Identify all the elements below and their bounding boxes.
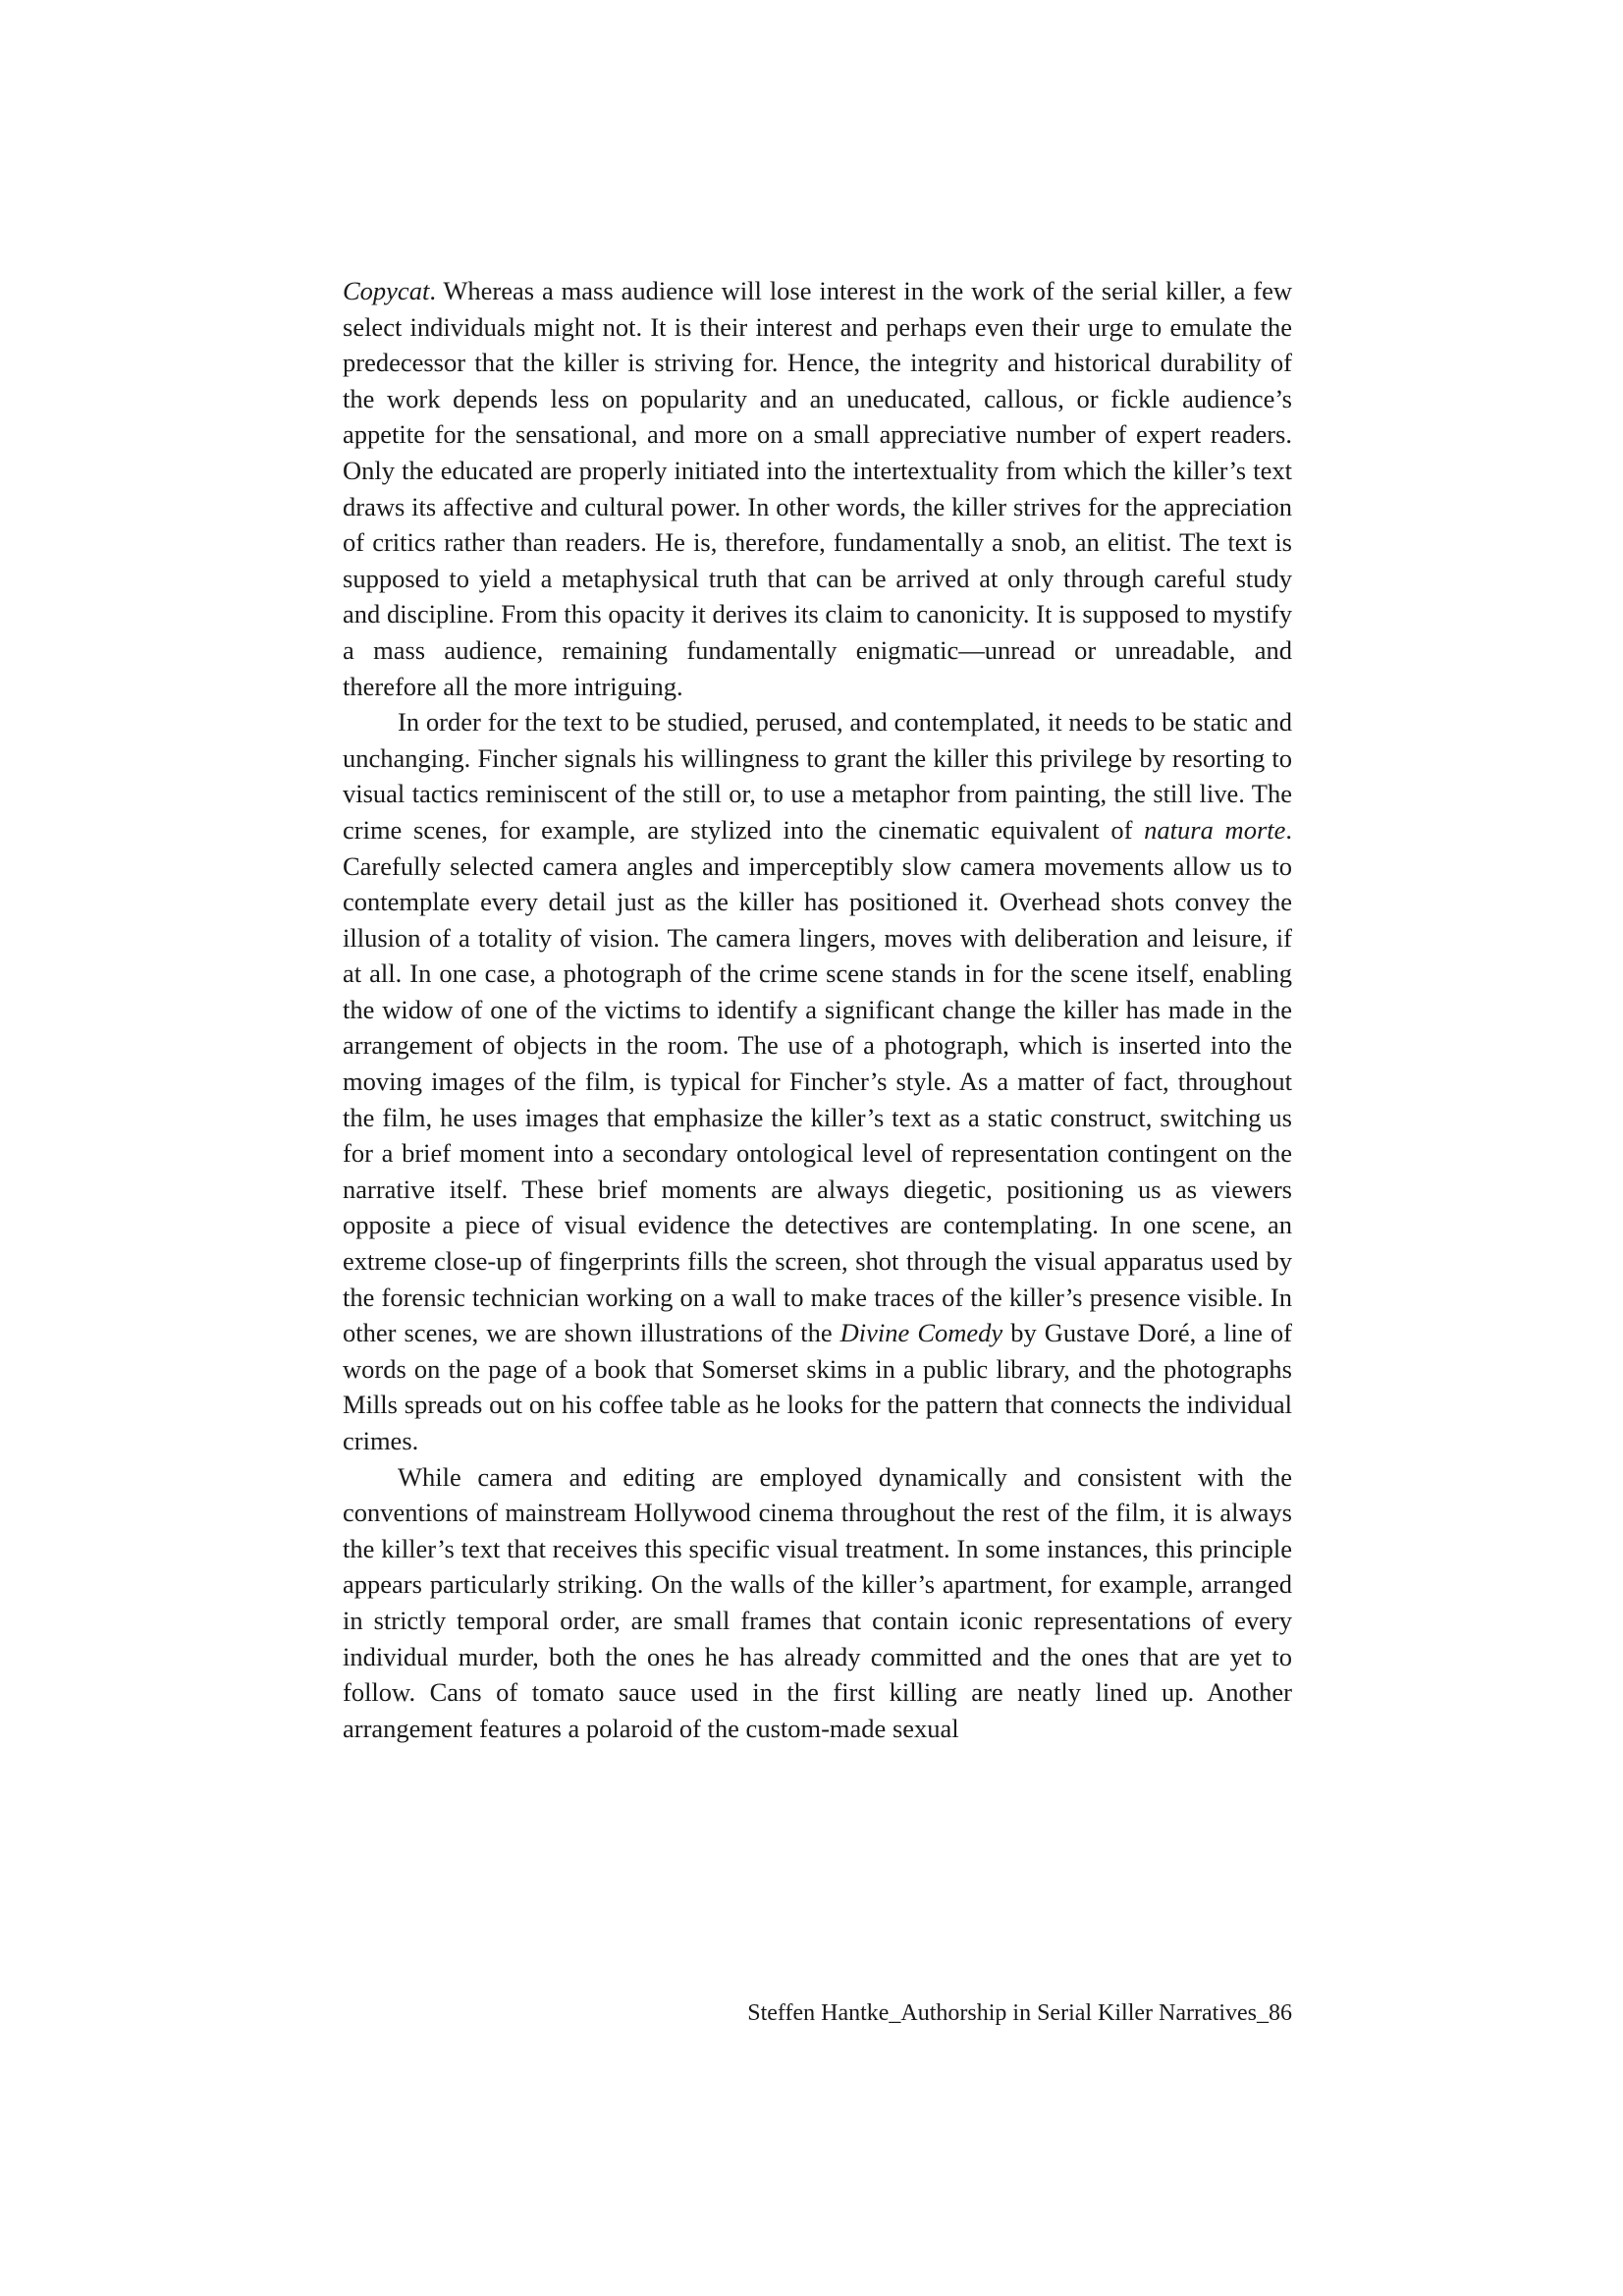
paragraph-1-text: . Whereas a mass audience will lose interest in the work of the serial killer, a few select individuals might not. It is their interest and perhaps even their urge to emulate the predecessor that the killer is striving for. Hence, the integrity and historical durability of the work depends less on popularity and an uneducated, callous, or fickle audience’s appetite for the sensational, and more on a small appreciative number of expert readers. Only the educated are properly initiated into the intertextuality from which the killer’s text draws its affective and cultural power. In other words, the killer strives for the appreciation of critics rather than readers. He is, therefore, fundamentally a snob, an elitist. The text is supposed to yield a metaphysical truth that can be arrived at only through careful study and discipline. From this opacity it derives its claim to canonicity. It is supposed to mystify a mass audience, remaining fundamentally enigmatic—unread or unreadable, and therefore all the more intriguing.: [343, 276, 1292, 701]
paragraph-2-text-b: . Carefully selected camera angles and imperceptibly slow camera movements allow us to contemplate every detail just as the killer has positioned it. Overhead shots convey the illusion of a totality of vision. The camera lingers, moves with deliberation and leisure, if at all. In one case, a photograph of the crime scene stands in for the scene itself, enabling the widow of one of the victims to identify a significant change the killer has made in the arrangement of objects in the room. The use of a photograph, which is inserted into the moving images of the film, is typical for Fincher’s style. As a matter of fact, throughout the film, he uses images that emphasize the killer’s text as a static construct, switching us for a brief moment into a secondary ontological level of representation contingent on the narrative itself. These brief moments are always diegetic, positioning us as viewers opposite a piece of visual evidence the detectives are contemplating. In one scene, an extreme close-up of fingerprints fills the screen, shot through the visual apparatus used by the forensic technician working on a wall to make traces of the killer’s presence visible. In other scenes, we are shown illustrations of the: [343, 814, 1293, 1348]
paragraph-2: [343, 704, 1292, 1458]
italic-title-divine-comedy: Divine Comedy: [839, 1318, 1003, 1348]
italic-title-copycat: Copycat: [343, 276, 430, 305]
body-text: [343, 273, 1292, 1746]
paragraph-2-text-c: by Gustave Doré, a line of words on the page of a book that Somerset skims in a public library, and the photographs Mills spreads out on his coffee table as he looks for the pattern that connects the individual crimes.: [343, 1318, 1292, 1455]
paragraph-3: [343, 1459, 1292, 1747]
italic-term-natura-morte: natura morte: [1144, 814, 1286, 845]
running-footer: Steffen Hantke_Authorship in Serial Killer Narratives_86: [747, 2000, 1292, 2026]
paragraph-3-text: While camera and editing are employed dynamically and consistent with the conventions of mainstream Hollywood cinema throughout the rest of the film, it is always the killer’s text that receives this specific visual treatment. In some instances, this principle appears particularly striking. On the walls of the killer’s apartment, for example, arranged in strictly temporal order, are small frames that contain iconic representations of every individual murder, both the ones he has already committed and the ones that are yet to follow. Cans of tomato sauce used in the first killing are neatly lined up. Another arrangement features a polaroid of the custom-made sexual: [343, 1461, 1292, 1743]
paragraph-1: [343, 273, 1292, 704]
paragraph-2-text-a: In order for the text to be studied, perused, and contemplated, it needs to be static and unchanging. Fincher signals his willingness to grant the killer this privilege by resorting to visual tactics reminiscent of the still or, to use a metaphor from painting, the still live. The crime scenes, for example, are stylized into the cinematic equivalent of: [343, 707, 1292, 845]
